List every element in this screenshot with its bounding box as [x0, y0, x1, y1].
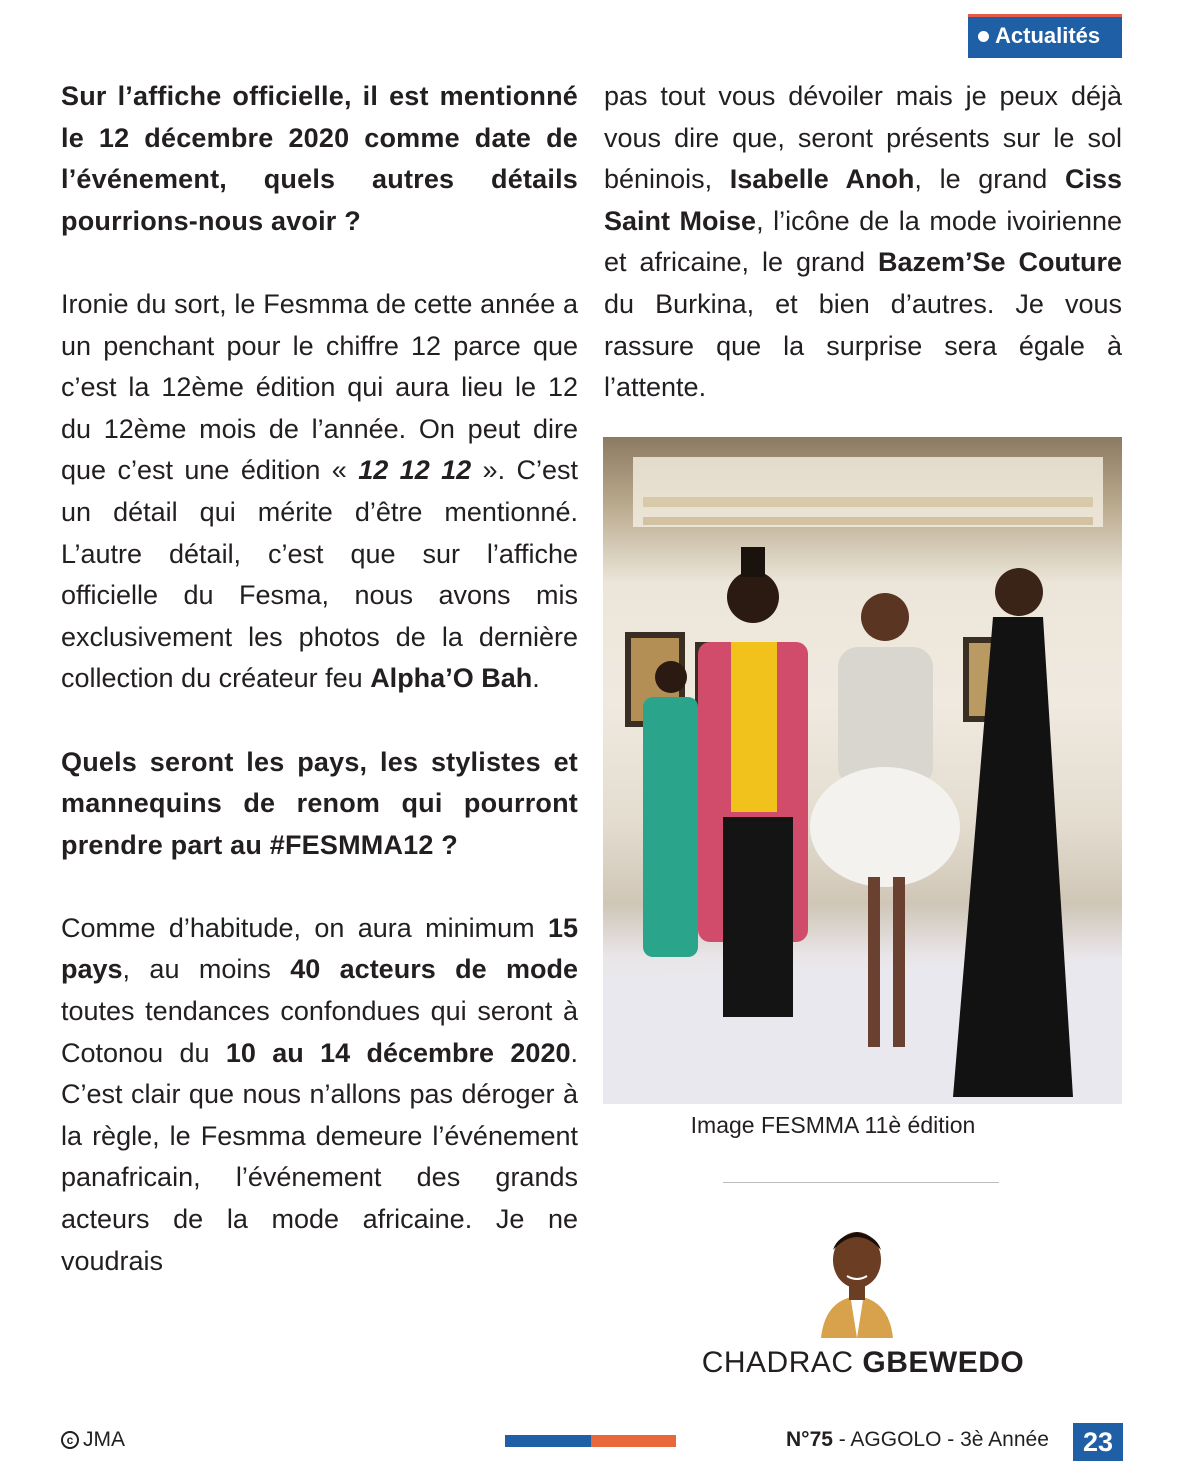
actors-count: 40 acteurs de mode	[290, 954, 578, 985]
answer-1-text: Ironie du sort, le Fesmma de cette année a un penchant pour le chiffre 12 parce que c’est la 12ème édition qui aura lieu le 12 du 12ème mois de l’année. On peut dire que c’est une édition «	[61, 288, 578, 486]
footer-copyright	[61, 1428, 125, 1452]
publication-info: - AGGOLO - 3è Année	[832, 1428, 1049, 1451]
author-first-name: CHADRAC	[701, 1346, 854, 1379]
answer-2-continued	[604, 76, 1122, 409]
author-last-name: GBEWEDO	[862, 1346, 1025, 1379]
answer-2-text: Comme d’habitude, on aura minimum	[61, 912, 548, 943]
copyright-icon: c	[61, 1431, 79, 1449]
footer-bar-orange	[591, 1435, 676, 1447]
section-tag	[968, 14, 1122, 58]
author-name	[661, 1346, 1065, 1380]
answer-2	[61, 908, 578, 1282]
question-1: Sur l’affiche officielle, il est mentionné le 12 décembre 2020 comme date de l’événement, quels autres détails pourrions-nous avoir ?	[61, 81, 578, 236]
left-column	[61, 76, 578, 1282]
footer-bar-blue	[505, 1435, 591, 1447]
answer-2-text-3: toutes tendances confondues qui seront à Cotonou du	[61, 996, 578, 1068]
divider	[723, 1182, 999, 1183]
runway-photo	[603, 437, 1122, 1104]
answer-2-text-4: . C’est clair que nous n’allons pas déroger à la règle, le Fesmma demeure l’événement panafricain, l’événement des grands acteurs de la mode africaine. Je ne voudrais	[61, 1037, 578, 1276]
page-number: 23	[1073, 1423, 1123, 1461]
answer-1-text-3: .	[532, 663, 540, 694]
designer-name: Alpha’O Bah	[370, 663, 533, 694]
runway-illustration	[603, 437, 1122, 1104]
answer-1-emphasis: 12 12 12	[358, 455, 472, 486]
section-label: Actualités	[995, 23, 1101, 48]
answer-1-text-2: ». C’est un détail qui mérite d’être mentionné. L’autre détail, c’est que sur l’affiche officielle du Fesma, nous avons mis exclusivement les photos de la dernière collection du créateur feu	[61, 455, 579, 694]
author-avatar	[815, 1218, 899, 1338]
answer-2-text-2: , au moins	[122, 954, 291, 985]
answer-continued-text-2: , le grand	[914, 164, 1065, 195]
bullet-dot-icon	[978, 31, 989, 42]
question-2: Quels seront les pays, les stylistes et mannequins de renom qui pourront prendre part au #FESMMA12 ?	[61, 746, 578, 860]
guest-ciss-saint-moise: Ciss Saint Moise	[604, 164, 1122, 236]
answer-continued-text: pas tout vous dévoiler mais je peux déjà vous dire que, seront présents sur le sol béninois,	[604, 81, 1122, 195]
answer-continued-text-3: , l’icône de la mode ivoirienne et africaine, le grand	[604, 205, 1122, 278]
guest-bazemse-couture: Bazem’Se Couture	[877, 247, 1122, 278]
countries-count: 15 pays	[61, 912, 578, 985]
photo-caption: Image FESMMA 11è édition	[690, 1112, 976, 1138]
answer-1	[61, 284, 578, 700]
guest-isabelle-anoh: Isabelle Anoh	[729, 164, 915, 195]
answer-continued-text-4: du Burkina, et bien d’autres. Je vous rassure que la surprise sera égale à l’attente.	[604, 288, 1122, 403]
copyright-holder: JMA	[83, 1428, 125, 1451]
right-column	[604, 76, 1122, 409]
footer-issue-info	[786, 1428, 1049, 1452]
event-dates: 10 au 14 décembre 2020	[225, 1037, 571, 1068]
issue-number: N°75	[786, 1428, 833, 1451]
